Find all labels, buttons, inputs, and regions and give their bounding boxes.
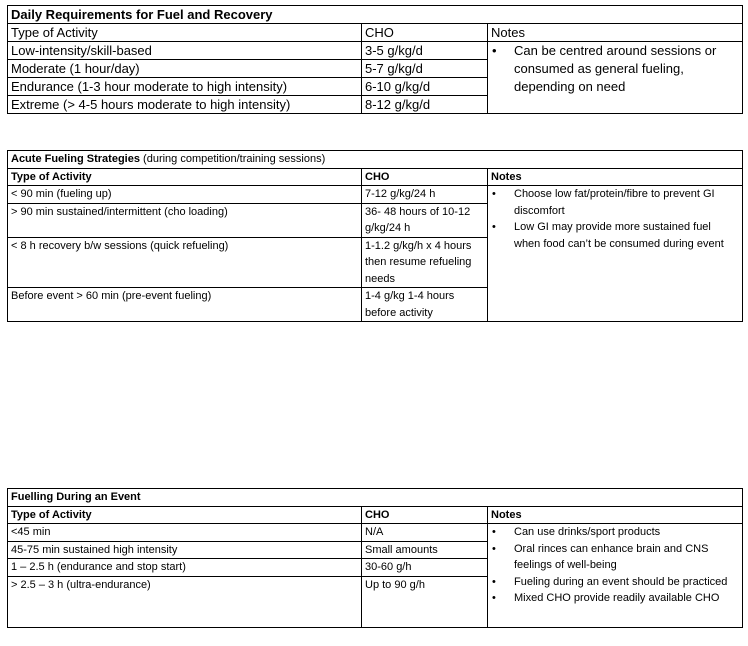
cho-cell: 36- 48 hours of 10-12 g/kg/24 h <box>362 203 488 237</box>
table-row <box>8 42 743 60</box>
header-type-of-activity: Type of Activity <box>8 168 362 186</box>
table-title-note: (during competition/training sessions) <box>139 153 326 165</box>
activity-cell: < 8 h recovery b/w sessions (quick refueling) <box>8 237 362 288</box>
activity-cell: <45 min <box>8 524 362 542</box>
table-title: Fuelling During an Event <box>8 489 743 507</box>
header-cho: CHO <box>362 168 488 186</box>
activity-cell: > 2.5 – 3 h (ultra-endurance) <box>8 576 362 627</box>
table-title-row <box>8 489 743 507</box>
notes-list <box>491 524 739 607</box>
header-cho: CHO <box>362 506 488 524</box>
cho-cell: 3-5 g/kg/d <box>362 42 488 60</box>
header-notes: Notes <box>488 168 743 186</box>
list-item: • Can use drinks/sport products <box>491 524 739 541</box>
list-item: • Oral rinces can enhance brain and CNS feelings of well-being <box>491 541 739 574</box>
list-item: • Low GI may provide more sustained fuel when food can’t be consumed during event <box>491 219 739 252</box>
notes-list <box>491 42 739 96</box>
notes-cell <box>488 42 743 114</box>
activity-cell: 1 – 2.5 h (endurance and stop start) <box>8 559 362 577</box>
table-title: Acute Fueling Strategies <box>11 153 140 165</box>
fuelling-during-event-table <box>7 488 743 628</box>
table-title-row <box>8 6 743 24</box>
table-row <box>8 186 743 204</box>
table-header-row <box>8 168 743 186</box>
activity-cell: Moderate (1 hour/day) <box>8 60 362 78</box>
header-type-of-activity: Type of Activity <box>8 24 362 42</box>
daily-requirements-table <box>7 5 743 114</box>
header-notes: Notes <box>488 24 743 42</box>
notes-cell <box>488 186 743 322</box>
cho-cell: N/A <box>362 524 488 542</box>
header-notes: Notes <box>488 506 743 524</box>
table-header-row <box>8 24 743 42</box>
cho-cell: 5-7 g/kg/d <box>362 60 488 78</box>
activity-cell: > 90 min sustained/intermittent (cho loading) <box>8 203 362 237</box>
cho-cell: Up to 90 g/h <box>362 576 488 627</box>
table-title-row <box>8 151 743 169</box>
list-item: • Can be centred around sessions or consumed as general fueling, depending on need <box>491 42 739 96</box>
cho-cell: 6-10 g/kg/d <box>362 78 488 96</box>
list-item: • Mixed CHO provide readily available CHO <box>491 590 739 607</box>
cho-cell: 1-1.2 g/kg/h x 4 hours then resume refueling needs <box>362 237 488 288</box>
cho-cell: 8-12 g/kg/d <box>362 96 488 114</box>
activity-cell: Before event > 60 min (pre-event fueling) <box>8 288 362 322</box>
table-title-cell <box>8 151 743 169</box>
table-header-row <box>8 506 743 524</box>
activity-cell: 45-75 min sustained high intensity <box>8 541 362 559</box>
notes-cell <box>488 524 743 628</box>
list-item: • Fueling during an event should be practiced <box>491 574 739 591</box>
cho-cell: 1-4 g/kg 1-4 hours before activity <box>362 288 488 322</box>
activity-cell: Low-intensity/skill-based <box>8 42 362 60</box>
table-title: Daily Requirements for Fuel and Recovery <box>8 6 743 24</box>
header-cho: CHO <box>362 24 488 42</box>
activity-cell: Endurance (1-3 hour moderate to high intensity) <box>8 78 362 96</box>
cho-cell: 7-12 g/kg/24 h <box>362 186 488 204</box>
cho-cell: Small amounts <box>362 541 488 559</box>
table-row <box>8 524 743 542</box>
activity-cell: < 90 min (fueling up) <box>8 186 362 204</box>
list-item: • Choose low fat/protein/fibre to prevent GI discomfort <box>491 186 739 219</box>
notes-list <box>491 186 739 252</box>
header-type-of-activity: Type of Activity <box>8 506 362 524</box>
activity-cell: Extreme (> 4-5 hours moderate to high intensity) <box>8 96 362 114</box>
cho-cell: 30-60 g/h <box>362 559 488 577</box>
acute-fueling-table <box>7 150 743 322</box>
